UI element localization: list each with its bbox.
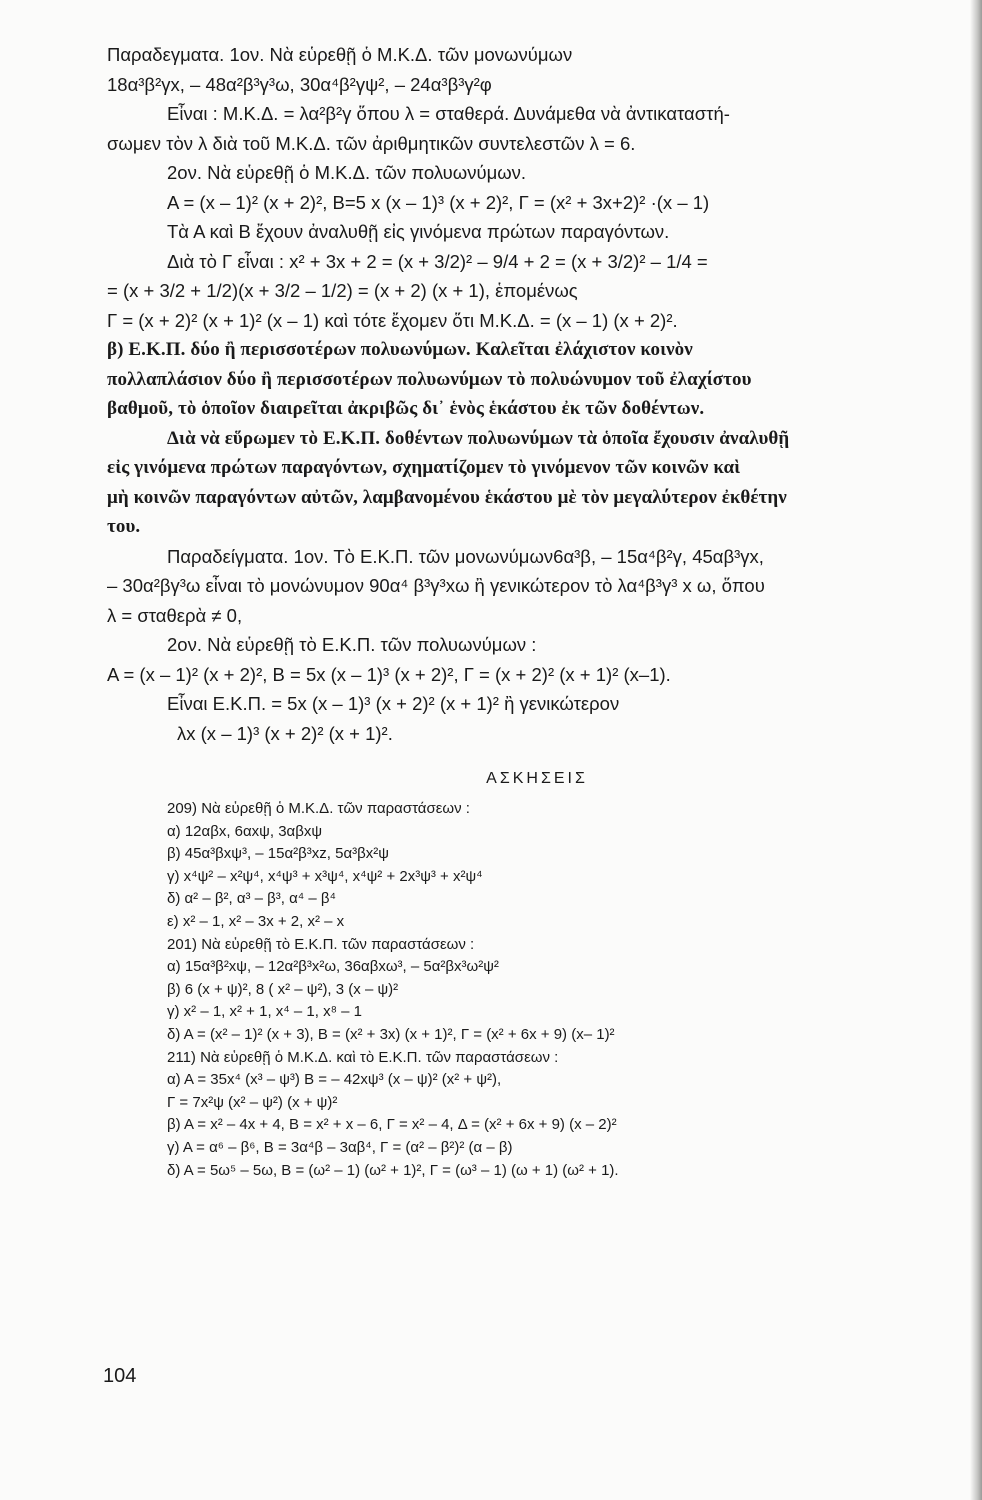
text-line: Γ = (x + 2)² (x + 1)² (x – 1) καὶ τότε ἔχομεν ὅτι Μ.Κ.Δ. = (x – 1) (x + 2)². [107,309,678,331]
text-line: β) Ε.Κ.Π. δύο ἢ περισσοτέρων πολυωνύμων. Καλεῖται ἐλάχιστον κοινὸν [107,339,693,360]
text-line: Τὰ Α καὶ Β ἔχουν ἀναλυθῇ εἰς γινόμενα πρώτων παραγόντων. [167,221,670,242]
exercise-line: 211) Νὰ εὑρεθῇ ὁ Μ.Κ.Δ. καὶ τὸ Ε.Κ.Π. τῶν παραστάσεων : [167,1048,559,1066]
exercise-line: ε) x² – 1, x² – 3x + 2, x² – x [167,912,345,930]
exercise-line: β) Α = x² – 4x + 4, Β = x² + x – 6, Γ = x² – 4, Δ = (x² + 6x + 9) (x – 2)² [167,1116,617,1134]
text-line: λ = σταθερὰ ≠ 0, [107,604,243,626]
text-line: Εἶναι Ε.Κ.Π. = 5x (x – 1)³ (x + 2)² (x + 1)² ἢ γενικώτερον [167,693,620,714]
text-line: σωμεν τὸν λ διὰ τοῦ Μ.Κ.Δ. τῶν ἀριθμητικῶν συντελεστῶν λ = 6. [107,132,636,154]
exercise-line: δ) α² – β², α³ – β³, α⁴ – β⁴ [167,890,336,908]
text-line: 2ον. Νὰ εὑρεθῇ ὁ Μ.Κ.Δ. τῶν πολυωνύμων. [167,162,527,183]
text-line: βαθμοῦ, τὸ ὁποῖον διαιρεῖται ἀκριβῶς δι᾿ ἑνὸς ἑκάστου ἐκ τῶν δοθέντων. [107,398,705,419]
text-line: 18α³β²γx, – 48α²β³γ³ω, 30α⁴β²γψ², – 24α³β³γ²φ [107,73,492,95]
exercise-list [107,798,967,1182]
text-line: Παραδεγματα. 1ον. Νὰ εὑρεθῇ ὁ Μ.Κ.Δ. τῶν μονωνύμων [107,44,573,65]
text-line: Εἶναι : Μ.Κ.Δ. = λα²β²γ ὅπου λ = σταθερά. Δυνάμεθα νὰ ἀντικαταστή- [167,103,730,124]
main-text [107,40,967,748]
exercise-line: γ) x⁴ψ² – x²ψ⁴, x⁴ψ³ + x³ψ⁴, x⁴ψ² + 2x³ψ³ + x²ψ⁴ [167,867,483,885]
book-page [107,40,967,1182]
exercise-line: 209) Νὰ εὑρεθῇ ὁ Μ.Κ.Δ. τῶν παραστάσεων : [167,800,470,817]
text-line: του. [107,516,141,537]
page-edge-shadow [970,0,982,1500]
exercises-heading: ΑΣΚΗΣΕΙΣ [486,770,588,787]
text-line: Διὰ τὸ Γ εἶναι : x² + 3x + 2 = (x + 3/2)² – 9/4 + 2 = (x + 3/2)² – 1/4 = [167,250,708,272]
text-line: – 30α²βγ³ω εἶναι τὸ μονώνυμον 90α⁴ β³γ³xω ἢ γενικώτερον τὸ λα⁴β³γ³ x ω, ὅπου [107,575,765,596]
text-line: Παραδείγματα. 1ον. Τὸ Ε.Κ.Π. τῶν μονωνύμων6α³β, – 15α⁴β²γ, 45αβ³γx, [167,545,764,567]
text-line: εἰς γινόμενα πρώτων παραγόντων, σχηματίζομεν τὸ γινόμενον τῶν κοινῶν καὶ [107,457,741,478]
text-line: λx (x – 1)³ (x + 2)² (x + 1)². [177,722,393,744]
text-line: μὴ κοινῶν παραγόντων αὐτῶν, λαμβανομένου ἑκάστου μὲ τὸν μεγαλύτερον ἐκθέτην [107,486,787,508]
exercise-line: β) 45α³βxψ³, – 15α²β³xz, 5α³βx²ψ [167,845,389,863]
text-line: = (x + 3/2 + 1/2)(x + 3/2 – 1/2) = (x + 2) (x + 1), ἑπομένως [107,280,578,301]
text-line: Διὰ νὰ εὕρωμεν τὸ Ε.Κ.Π. δοθέντων πολυωνύμων τὰ ὁποῖα ἔχουσιν ἀναλυθῇ [167,427,790,449]
exercise-line: β) 6 (x + ψ)², 8 ( x² – ψ²), 3 (x – ψ)² [167,980,399,998]
exercise-line: α) 12αβx, 6αxψ, 3αβxψ [167,822,323,840]
page-number: 104 [103,1365,137,1387]
text-line: Α = (x – 1)² (x + 2)², Β = 5x (x – 1)³ (x + 2)², Γ = (x + 2)² (x + 1)² (x–1). [107,663,671,685]
exercise-line: δ) Α = 5ω⁵ – 5ω, Β = (ω² – 1) (ω² + 1)², Γ = (ω³ – 1) (ω + 1) (ω² + 1). [167,1161,619,1179]
text-line: 2ον. Νὰ εὑρεθῇ τὸ Ε.Κ.Π. τῶν πολυωνύμων : [167,634,537,655]
exercise-line: Γ = 7x²ψ (x² – ψ²) (x + ψ)² [167,1093,338,1111]
exercise-line: γ) Α = α⁶ – β⁶, Β = 3α⁴β – 3αβ⁴, Γ = (α² – β²)² (α – β) [167,1138,513,1156]
exercise-line: δ) Α = (x² – 1)² (x + 3), Β = (x² + 3x) (x + 1)², Γ = (x² + 6x + 9) (x– 1)² [167,1025,615,1043]
exercise-line: α) 15α³β²xψ, – 12α²β³x²ω, 36αβxω³, – 5α²βx³ω²ψ² [167,958,499,976]
exercise-line: γ) x² – 1, x² + 1, x⁴ – 1, x⁸ – 1 [167,1003,362,1021]
exercise-line: α) Α = 35x⁴ (x³ – ψ³) Β = – 42xψ³ (x – ψ)² (x² + ψ²), [167,1071,502,1089]
text-line: Α = (x – 1)² (x + 2)², Β=5 x (x – 1)³ (x + 2)², Γ = (x² + 3x+2)² ·(x – 1) [167,191,710,213]
text-line: πολλαπλάσιον δύο ἢ περισσοτέρων πολυωνύμων τὸ πολυώνυμον τοῦ ἐλαχίστου [107,368,752,390]
exercise-line: 201) Νὰ εὑρεθῇ τὸ Ε.Κ.Π. τῶν παραστάσεων : [167,935,475,953]
